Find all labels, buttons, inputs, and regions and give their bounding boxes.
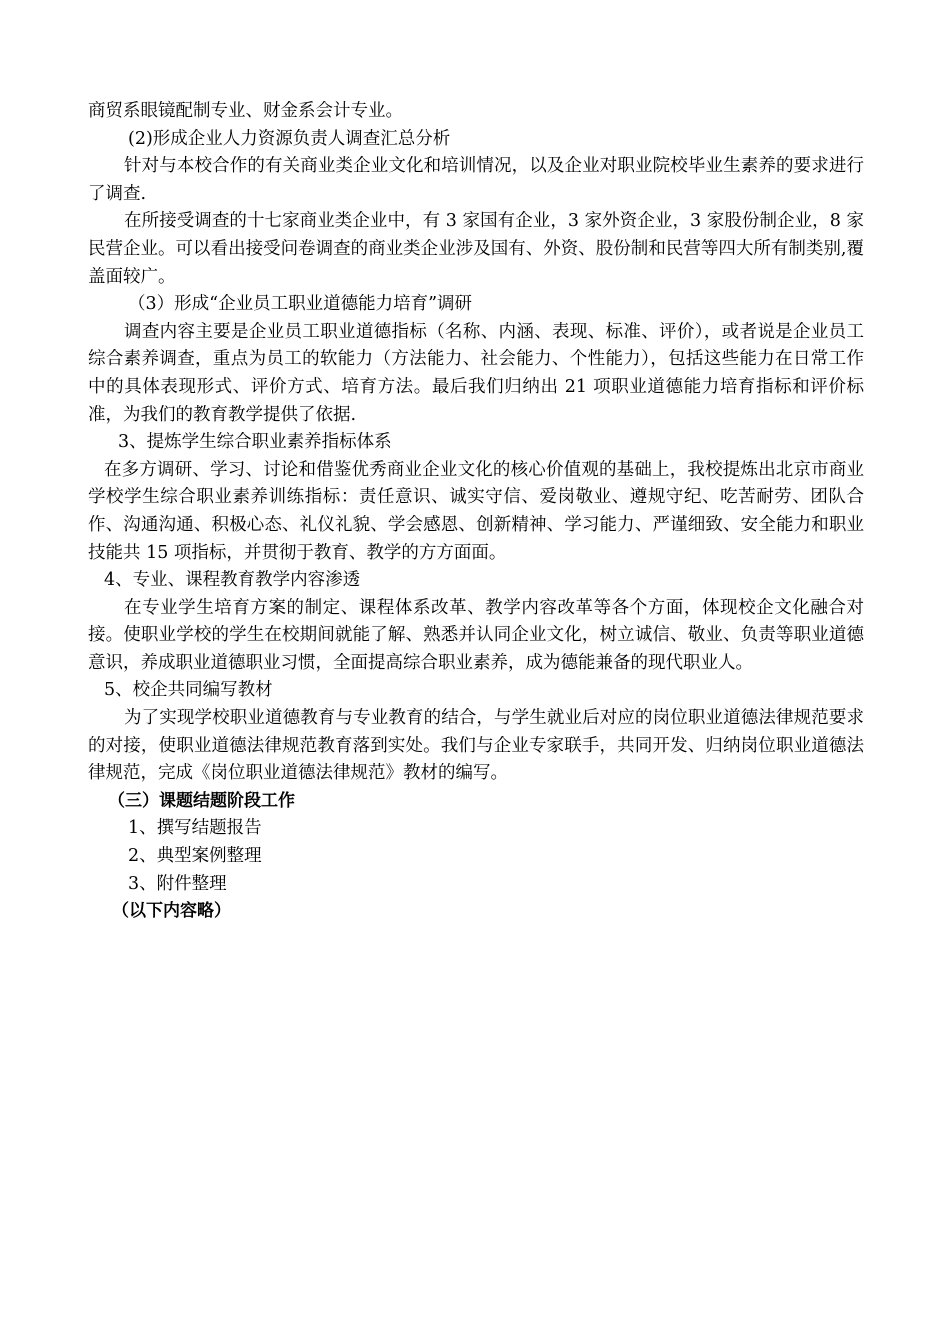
paragraph-survey-intro: 针对与本校合作的有关商业类企业文化和培训情况，以及企业对职业院校毕业生素养的要求进行了调查. xyxy=(88,156,864,204)
paragraph-enterprise-stats: 在所接受调查的十七家商业类企业中，有 3 家国有企业，3 家外资企业，3 家股份制企业，8 家民营企业。可以看出接受问卷调查的商业类企业涉及国有、外资、股份制和民营等四大所有制类别,覆盖面较广。 xyxy=(88,211,864,287)
section-heading-indicators: 3、提炼学生综合职业素养指标体系 xyxy=(118,432,392,453)
section-heading-textbook: 5、校企共同编写教材 xyxy=(104,680,273,701)
list-item-cases: 2、典型案例整理 xyxy=(128,846,262,867)
document-body xyxy=(88,98,864,926)
subheading-ethics-research: （3）形成“企业员工职业道德能力培育”调研 xyxy=(128,294,473,315)
section-heading-conclusion: （三）课题结题阶段工作 xyxy=(108,790,295,811)
paragraph-indicators: 在多方调研、学习、讨论和借鉴优秀商业企业文化的核心价值观的基础上，我校提炼出北京市商业学校学生综合职业素养训练指标：责任意识、诚实守信、爱岗敬业、遵规守纪、吃苦耐劳、团队合作、沟通沟通、积极心态、礼仪礼貌、学会感恩、创新精神、学习能力、严谨细致、安全能力和职业技能共 15 项指标，并贯彻于教育、教学的方方面面。 xyxy=(88,459,864,563)
section-heading-curriculum: 4、专业、课程教育教学内容渗透 xyxy=(104,570,361,591)
list-item-appendix: 3、附件整理 xyxy=(128,873,227,894)
omitted-note: （以下内容略） xyxy=(112,901,231,922)
paragraph-textbook: 为了实现学校职业道德教育与专业教育的结合，与学生就业后对应的岗位职业道德法律规范要求的对接，使职业道德法律规范教育落到实处。我们与企业专家联手，共同开发、归纳岗位职业道德法律规范，完成《岗位职业道德法律规范》教材的编写。 xyxy=(88,708,864,784)
paragraph-curriculum: 在专业学生培育方案的制定、课程体系改革、教学内容改革等各个方面，体现校企文化融合对接。使职业学校的学生在校期间就能了解、熟悉并认同企业文化，树立诚信、敬业、负责等职业道德意识，养成职业道德职业习惯，全面提高综合职业素养，成为德能兼备的现代职业人。 xyxy=(88,597,864,673)
paragraph-ethics-content: 调查内容主要是企业员工职业道德指标（名称、内涵、表现、标准、评价），或者说是企业员工综合素养调查，重点为员工的软能力（方法能力、社会能力、个性能力），包括这些能力在日常工作中的具体表现形式、评价方式、培育方法。最后我们归纳出 21 项职业道德能力培育指标和评价标准，为我们的教育教学提供了依据. xyxy=(88,321,864,425)
paragraph-continuation: 商贸系眼镜配制专业、财金系会计专业。 xyxy=(88,101,403,121)
subheading-hr-survey: (2)形成企业人力资源负责人调查汇总分析 xyxy=(128,128,451,149)
list-item-report: 1、撰写结题报告 xyxy=(128,818,262,839)
